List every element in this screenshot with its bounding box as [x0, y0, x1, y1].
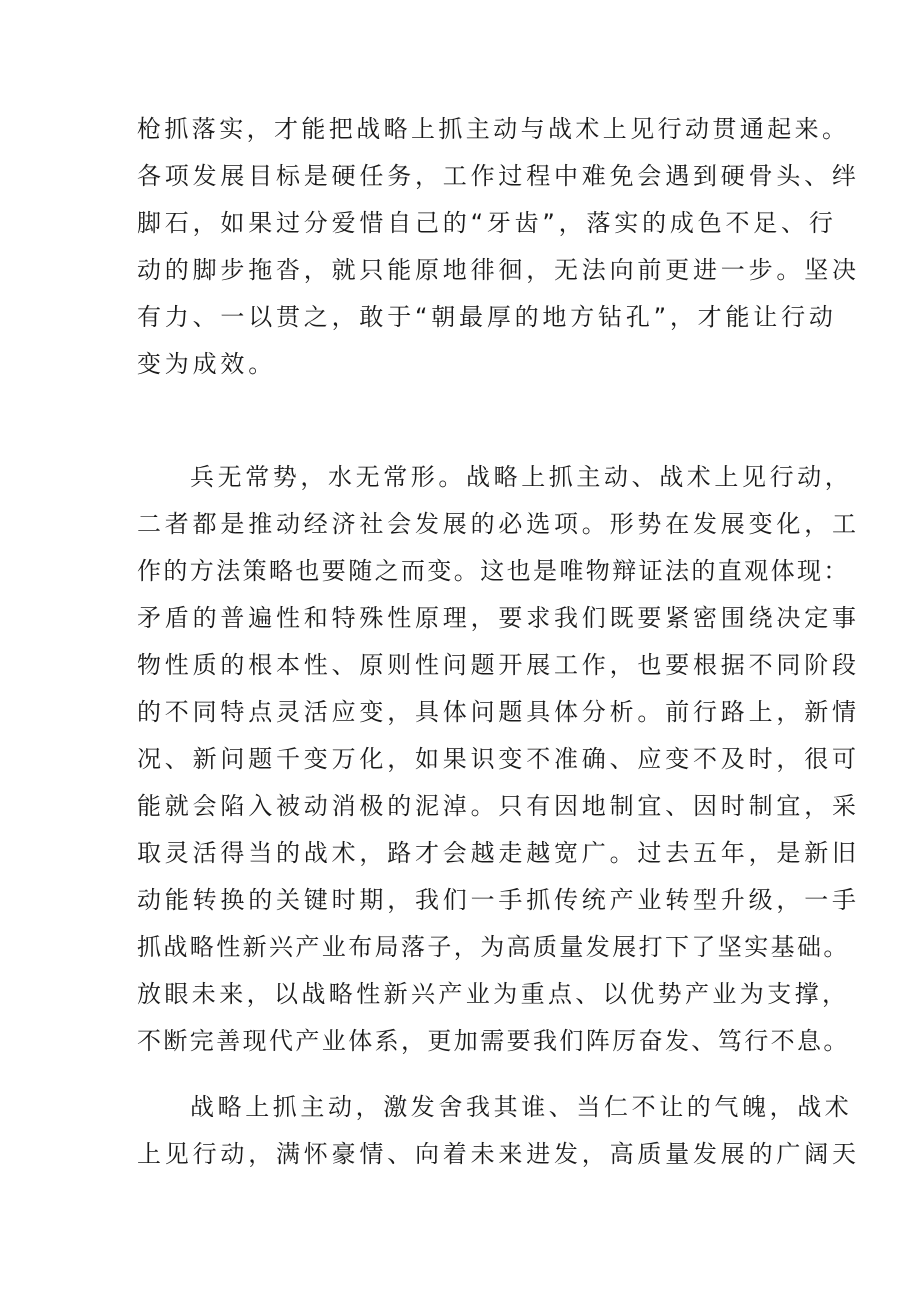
paragraph-2-line-2 — [0, 502, 920, 546]
text-line: 脚石，如果过分爱惜自己的“牙齿”，落实的成色不足、行 — [137, 209, 837, 237]
text-line: 上见行动，满怀豪情、向着未来进发，高质量发展的广阔天 — [137, 1140, 860, 1168]
text-line: 作的方法策略也要随之而变。这也是唯物辩证法的直观体现： — [137, 557, 850, 585]
text-line: 矛盾的普遍性和特殊性原理，要求我们既要紧密围绕决定事 — [137, 604, 860, 632]
paragraph-1-line-3 — [0, 201, 920, 245]
paragraph-1-line-2 — [0, 154, 920, 198]
text-line: 能就会陷入被动消极的泥淖。只有因地制宜、因时制宜，采 — [137, 792, 860, 820]
text-line: 动能转换的关键时期，我们一手抓传统产业转型升级，一手 — [137, 886, 860, 914]
paragraph-2-line-12 — [0, 972, 920, 1016]
paragraph-2-line-8 — [0, 784, 920, 828]
paragraph-1-line-1 — [0, 107, 920, 151]
paragraph-2-line-6 — [0, 690, 920, 734]
paragraph-2-line-3 — [0, 549, 920, 593]
paragraph-2-line-9 — [0, 831, 920, 875]
paragraph-1-line-5 — [0, 295, 920, 339]
text-line: 枪抓落实，才能把战略上抓主动与战术上见行动贯通起来。 — [137, 115, 850, 143]
paragraph-2-line-11 — [0, 925, 920, 969]
text-line: 二者都是推动经济社会发展的必选项。形势在发展变化，工 — [137, 510, 860, 538]
paragraph-3-line-2 — [0, 1132, 920, 1176]
paragraph-2-line-4 — [0, 596, 920, 640]
paragraph-2-line-10 — [0, 878, 920, 922]
text-line: 物性质的根本性、原则性问题开展工作，也要根据不同阶段 — [137, 651, 860, 679]
text-line: 况、新问题千变万化，如果识变不准确、应变不及时，很可 — [137, 745, 860, 773]
paragraph-2-line-13 — [0, 1019, 920, 1063]
text-line: 变为成效。 — [137, 350, 276, 378]
paragraph-3-line-1 — [0, 1085, 920, 1129]
text-line: 取灵活得当的战术，路才会越走越宽广。过去五年，是新旧 — [137, 839, 860, 867]
paragraph-1-line-4 — [0, 248, 920, 292]
paragraph-2-line-1 — [0, 455, 920, 499]
text-line: 放眼未来，以战略性新兴产业为重点、以优势产业为支撑， — [137, 980, 850, 1008]
text-line: 不断完善现代产业体系，更加需要我们阵厉奋发、笃行不息。 — [137, 1027, 850, 1055]
paragraph-2-line-7 — [0, 737, 920, 781]
text-line: 有力、一以贯之，敢于“朝最厚的地方钻孔”，才能让行动 — [137, 303, 837, 331]
text-line: 的不同特点灵活应变，具体问题具体分析。前行路上，新情 — [137, 698, 860, 726]
text-line: 兵无常势，水无常形。战略上抓主动、战术上见行动， — [190, 463, 853, 491]
text-line: 动的脚步拖沓，就只能原地徘徊，无法向前更进一步。坚决 — [137, 256, 860, 284]
text-line: 抓战略性新兴产业布局落子，为高质量发展打下了坚实基础。 — [137, 933, 850, 961]
paragraph-2-line-5 — [0, 643, 920, 687]
text-line: 各项发展目标是硬任务，工作过程中难免会遇到硬骨头、绊 — [137, 162, 860, 190]
text-line: 战略上抓主动，激发舍我其谁、当仁不让的气魄，战术 — [190, 1093, 853, 1121]
paragraph-1-line-6 — [0, 342, 920, 386]
